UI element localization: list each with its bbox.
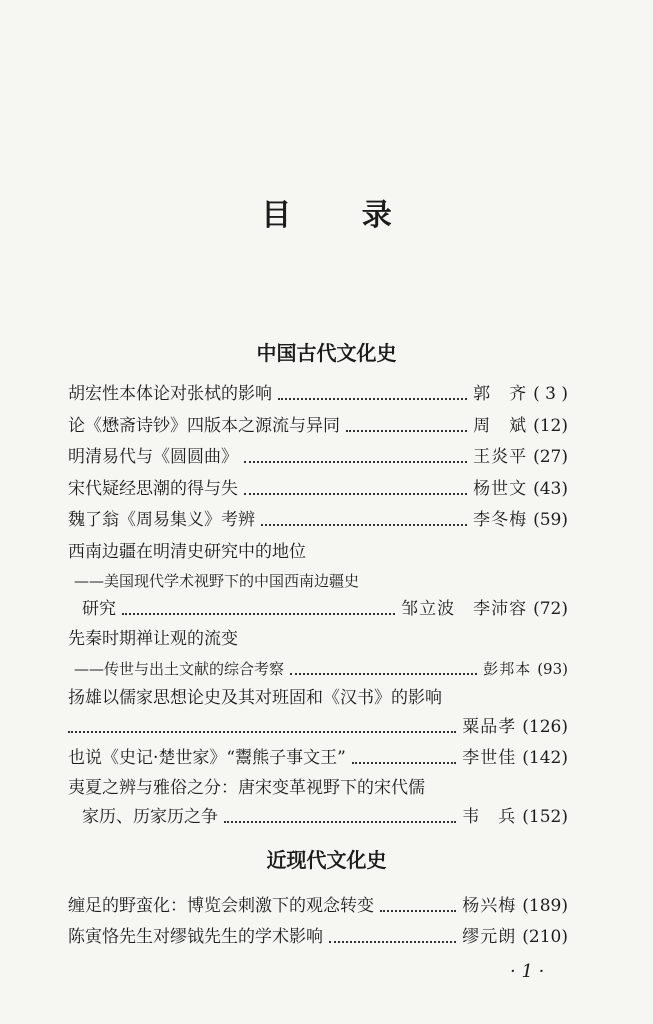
section-title-modern: 近现代文化史	[266, 848, 387, 872]
toc-entry	[68, 924, 568, 950]
toc-entry-title-line	[68, 775, 568, 801]
entry-title: 西南边疆在明清史研究中的地位	[68, 542, 306, 562]
entry-page: (59)	[533, 510, 568, 530]
entry-page: (126)	[522, 717, 568, 737]
toc-entry-title-line	[68, 539, 568, 565]
entry-title: 陈寅恪先生对缪钺先生的学术影响	[68, 927, 323, 947]
toc-entry	[68, 381, 568, 407]
entry-author: 缪元朗	[462, 927, 517, 947]
entry-author: 王炎平	[473, 447, 528, 467]
toc-entry-subtitle-line	[74, 656, 568, 682]
entry-title: 先秦时期禅让观的流变	[68, 629, 238, 649]
entry-author: 杨世文	[473, 479, 528, 499]
toc-entry	[68, 893, 568, 919]
dot-leader	[224, 821, 456, 823]
entry-author: 周 斌	[473, 416, 528, 436]
toc-entry	[68, 507, 568, 533]
entry-title: 论《懋斋诗钞》四版本之源流与异同	[68, 416, 340, 436]
dot-leader	[290, 673, 477, 675]
entry-author: 彭邦本	[483, 660, 532, 678]
dot-leader	[122, 613, 395, 615]
entry-page: (12)	[533, 416, 568, 436]
entry-subtitle: ——美国现代学术视野下的中国西南边疆史	[74, 572, 360, 590]
entry-page: (72)	[533, 599, 568, 619]
entry-title-continuation: 研究	[82, 599, 116, 619]
toc-entry-continuation-line	[82, 596, 568, 622]
toc-entry	[68, 745, 568, 771]
entry-title: 胡宏性本体论对张栻的影响	[68, 384, 272, 404]
dot-leader	[346, 430, 467, 432]
dot-leader	[244, 461, 467, 463]
entry-page: (189)	[522, 896, 568, 916]
dot-leader	[261, 524, 467, 526]
entry-author: 粟品孝	[462, 717, 517, 737]
dot-leader	[68, 731, 456, 733]
entry-title-continuation: 家历、历家历之争	[82, 807, 218, 827]
dot-leader	[329, 941, 456, 943]
toc-entry	[68, 444, 568, 470]
entry-page: (27)	[533, 447, 568, 467]
entry-page: (43)	[533, 479, 568, 499]
page-title: 目 录	[261, 198, 422, 233]
entry-author: 杨兴梅	[462, 896, 517, 916]
toc-entry	[68, 476, 568, 502]
dot-leader	[380, 910, 456, 912]
entry-title: 也说《史记·楚世家》“鬻熊子事文王”	[68, 748, 346, 768]
entry-page: (93)	[537, 660, 568, 678]
toc-entry-continuation-line	[82, 804, 568, 830]
entry-author: 李世佳	[462, 748, 517, 768]
toc-entry-continuation-line	[68, 714, 568, 740]
entry-title: 宋代疑经思潮的得与失	[68, 479, 238, 499]
entry-author: 郭 齐	[473, 384, 528, 404]
toc-entry-title-line	[68, 685, 568, 711]
entry-title: 明清易代与《圆圆曲》	[68, 447, 238, 467]
toc-entry-subtitle-line	[74, 568, 568, 594]
toc-entry	[68, 413, 568, 439]
entry-author: 邹立波 李沛容	[401, 599, 528, 619]
dot-leader	[244, 493, 467, 495]
page-number: · 1 ·	[510, 961, 545, 982]
entry-page: (142)	[522, 748, 568, 768]
entry-author: 李冬梅	[473, 510, 528, 530]
dot-leader	[278, 398, 467, 400]
entry-title: 缠足的野蛮化：博览会刺激下的观念转变	[68, 896, 374, 916]
entry-page: (152)	[522, 807, 568, 827]
entry-title: 夷夏之辨与雅俗之分：唐宋变革视野下的宋代儒	[68, 778, 425, 798]
dot-leader	[352, 762, 456, 764]
entry-author: 韦 兵	[462, 807, 517, 827]
entry-subtitle: ——传世与出土文献的综合考察	[74, 660, 285, 678]
entry-title: 扬雄以儒家思想论史及其对班固和《汉书》的影响	[68, 688, 442, 708]
entry-page: (210)	[522, 927, 568, 947]
toc-entry-title-line	[68, 626, 568, 652]
entry-page: ( 3 )	[533, 384, 568, 404]
entry-title: 魏了翁《周易集义》考辨	[68, 510, 255, 530]
section-title-ancient: 中国古代文化史	[256, 341, 397, 365]
